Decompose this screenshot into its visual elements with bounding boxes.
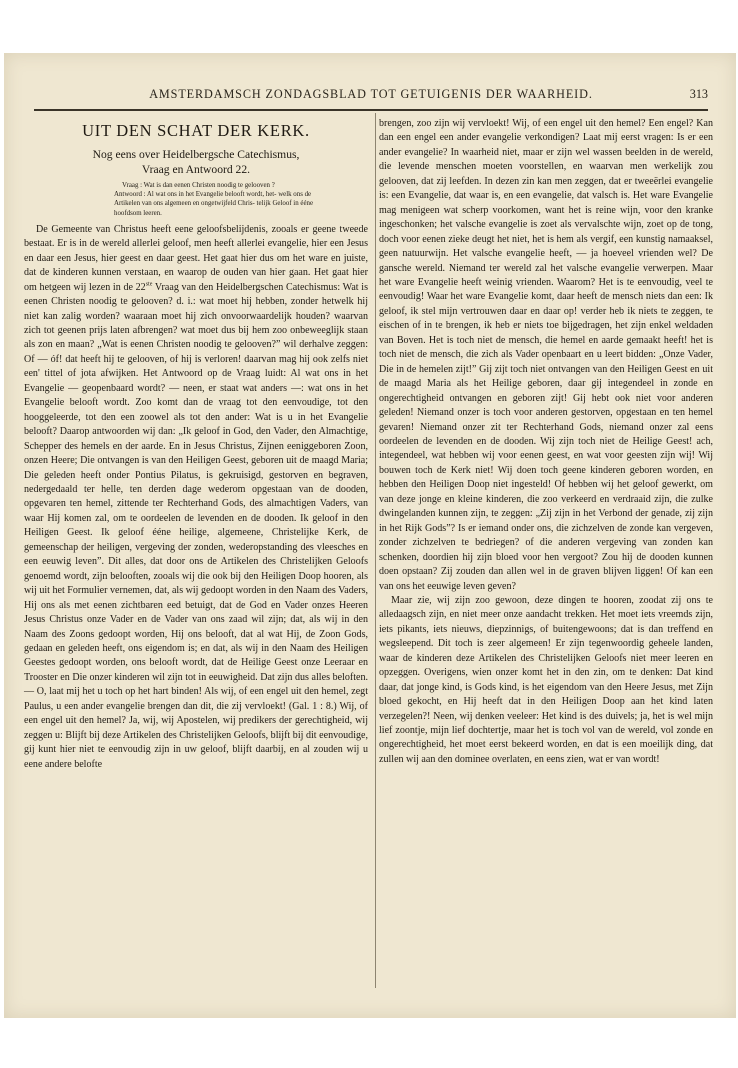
quote-question: Vraag : Wat is dan eenen Christen noodig te gelooven ? — [122, 182, 275, 189]
right-column — [379, 117, 713, 767]
page-header — [34, 87, 708, 105]
page-number: 313 — [689, 87, 708, 101]
ordinal-superscript: ste — [145, 281, 153, 288]
left-paragraph-part-2: Vraag van den Heidelbergschen Catechismus: Wat is eenen Christen noodig te gelooven? d. i.: wat moet hij hebben, zonder hetwelk hij niet kan zalig worden? waaraan moet hij zich onvoorwaardelijk houden? waarvan zich tot geenen prijs laten afbrengen? wat moet dus bij hem zoo onbeweeglijk staan als zon en maan? „Wat is eenen Christen noodig te gelooven?” wil derhalve zeggen: Of — óf! dat heeft hij te gelooven, of hij is verloren! daarvan mag hij ook zelfs niet een' tittel of jota afwijken. Het Antwoord op de Vraag luidt: Al wat ons in het Evangelie — geopenbaard wordt? — neen, er staat wat anders —: wat ons in het Evangelie belooft wordt. Zoo komt dan de vraag tot den eenvoudige, tot den hooggeleerde, tot den een zoowel als tot den ander: Wat is u in het Evangelie belooft? Daarop antwoorden wij dan: „Ik geloof in God, den Vader, den Almachtige, Schepper des hemels en der aarde. En in Jesus Christus, Zijnen eeniggeboren Zoon, onzen Heere; Die ontvangen is van den Heiligen Geest, geboren uit de maagd Maria; Die geleden heeft onder Pontius Pilatus, is gekruisigd, gestorven en begraven, nedergedaald ter helle, ten derden dage wederom opgestaan van de dooden, opgevaren ten hemel, zittende ter Rechterhand Gods, des almachtigen Vaders, van waar Hij komen zal, om te oordeelen de levenden en de dooden. Ik geloof in den Heiligen Geest. Ik geloof ééne heilige, algemeene, Christelijke Kerk, de gemeenschap der heiligen, vergeving der zonden, wederopstanding des vleesches en een eeuwig leven”. Dit alles, dat door ons de Artikelen des Christelijken Geloofs genoemd wordt, zijn belooften, zooals wij die ook bij den Heiligen Doop hooren, als wij uit het Formulier vernemen, dat, als wij gedoopt worden in den Naam des Vaders, Hij ons als met eenen zichtbaren eed betuigt, dat de God en Vader onzes Heeren Jesus Christus onze Vader en de Vader van ons zaad wil zijn; dat, als wij in den Naam des Zoons gedoopt worden, Hij ons belooft, dat al wat Hij, de Zoon Gods, gedaan en geleden heeft, ons eigendom is; en dat, als wij in den Naam des Heiligen Geestes gedoopt worden, ons belooft wordt, dat de Heilige Geest onze Leeraar en Trooster en Die onzer kinderen wil zijn tot in eeuwigheid. Dat zijn dus alles beloften. — O, laat mij het u toch op het hart binden! Als wij, of een engel uit den hemel, zegt Paulus, u een ander evangelie brengen dan dit, die zij vervloekt! (Gal. 1 : 8.) Wij, of een engel uit den hemel? Ja, wij, wij Apostelen, wij predikers der gerechtigheid, wij zeggen u: Blijft bij deze Artikelen des Christelijken Geloofs, blijft bij dit eenvoudige, gij kunt hier niet te eenvoudig zijn in uw geloof, blijft daarbij, en al zouden wij u eene andere belofte — [24, 281, 368, 770]
article-subtitle — [24, 147, 368, 177]
catechism-quote — [24, 181, 368, 218]
section-title: UIT DEN SCHAT DER KERK. — [82, 121, 310, 140]
left-paragraph — [24, 223, 368, 772]
left-column — [24, 117, 368, 772]
quote-answer: Antwoord : Al wat ons in het Evangelie belooft wordt, het- welk ons de Artikelen van ons algemeen en ongetwijfeld Chris- telijk Geloof in ééne hoofdsom leeren. — [114, 191, 314, 217]
newspaper-title: AMSTERDAMSCH ZONDAGSBLAD TOT GETUIGENIS DER WAARHEID. — [149, 87, 593, 101]
right-paragraph-2: Maar zie, wij zijn zoo gewoon, deze dingen te hooren, zoodat zij ons te alledaagsch zijn, en niet meer onze aandacht trekken. Het moet iets vreemds zijn, iets pikants, iets nieuws, diepzinnigs, of buitengewoons; dat is dan treffend en wegsleepend. Dit toch is zeer algemeen! Er zijn tegenwoordig geheele landen, waar de kinderen deze Artikelen des Christelijken Geloofs niet meer leeren en opzeggen. Overigens, wien onzer komt het in den zin, om te denken: Dat kind daar, dat jonge kind, is Gods kind, is het eigendom van den Heere Jesus, met Zijn bloed gekocht, en Hij heeft dat in den Heiligen Doop aan het kind laten verzegelen?! Neen, wij denken veeleer: Het kind is des duivels; ja, het is wel mijn lief zoontje, mijn lief dochtertje, maar het is toch vol van de wereld, vol zonde en ongerechtigheid, het moet eerst bekeerd worden, en dat is een moeilijk ding, dat zullen wij aan den dominee overlaten, en eens zien, wat er van wordt! — [379, 594, 713, 765]
left-paragraph-part-1: De Gemeente van Christus heeft eene geloofsbelijdenis, zooals er geene tweede bestaat. Er is in de wereld allerlei geloof, men heeft allerlei evangelie, hier een Jesus en daar een Jesus, hier geest en daar geest. Het gaat hier dus om het ware en juiste, dat de kinderen kunnen verstaan, en waarop de ouden van hier gaan. Het gaat hier om hetgeen wij lezen in de 22 — [24, 223, 368, 293]
subtitle-line-2: Vraag en Antwoord 22. — [141, 163, 251, 176]
right-paragraph-1: brengen, zoo zijn wij vervloekt! Wij, of een engel uit den hemel? Een engel? Kan dan een engel een ander evangelie verkondigen? Laat mij eerst vragen: Is er een ander evangelie? In waarheid niet, maar er zijn wel wassen beelden in de wereld, die levende menschen moeten voorstellen, en waarvan men werkelijk zou gelooven, dat zij leefden. In dezen zin kan men zeggen, dat er tweeërlei evangelie is: een Evangelie, dat waar is, en een evangelie, dat valsch is. Het ware Evangelie mag menigeen wat scherp voorkomen, want het is reine wijn, voor den kranke ingeschonken; het valsche evangelie is zoet als vervalschte wijn, zoet op de tong, doch voor eenen zieke deugt het niet, het is hem als vergif, een kunstig namaaksel, geen natuurwijn. Het valsche evangelie heeft, — ja hoeveel vrienden wel? De gansche wereld. Niemand ter wereld zal het valsche evangelie verwerpen. Maar het ware Evangelie heeft weinig vrienden. Waarom? Het is te eenvoudig, veel te eenvoudig! Waar het ware Evangelie komt, daar heeft de mensch niets dan een: Ik geloof, ik stel mijn vertrouwen daar en daar op! verder heb ik niets te zeggen, te eischen of in te brengen, ik heb er niets toe bijgedragen, het zijn enkel weldaden van Boven. Het is toch niet de mensch, die hemel en aarde gemaakt heeft! het is toch niet de mensch, die zich als Vader openbaart en u leert bidden: „Onze Vader, Die in de hemelen zijt!” Gij zijt toch niet ontvangen van den Heiligen Geest en uit de maagd Maria als het Heilige geboren, daar gij integendeel in zonde en ongerechtigheid ontvangen en geboren zijt! Gij hebt ook niet voor anderen geleden! Niemand onzer is toch voor anderen gestorven, opgestaan en ten hemel gevaren! Niemand onzer zit ter Rechterhand Gods, niemand onzer zal eens oordeelen de levenden en de dooden. Wij zijn toch niet de Heilige Geest! ach, integendeel, wat hebben wij voor eenen geest, en wat voor geesten zijn wij! Wij bouwen toch de Kerk niet! Wij doen toch geene kinderen geboren worden, en hebben den Heiligen Doop niet ingesteld! Of hebben wij het geloof gewerkt, om van deze jonge en kleine kinderen, die zoo verkeerd en verdraaid zijn, die zulke dwingelanden kunnen zijn, te zeggen: „Zij zijn in het Verbond der genade, zij zijn in het Rijk Gods”? Is er iemand onder ons, die zichzelven de zonde kan vergeven, zonder zichzelven te bedriegen? of die anderen vergeving van zonden kan schenken, doordien hij zijn bloed voor hen vergoot? Zou hij de dooden kunnen doen opstaan? Zij zouden dan allen wel in de graven blijven liggen! Of kan een van ons het eeuwige leven geven? — [379, 118, 713, 592]
header-rule — [34, 109, 708, 111]
column-divider — [375, 113, 376, 988]
subtitle-line-1: Nog eens over Heidelbergsche Catechismus, — [92, 148, 300, 161]
newspaper-page — [4, 53, 736, 1018]
